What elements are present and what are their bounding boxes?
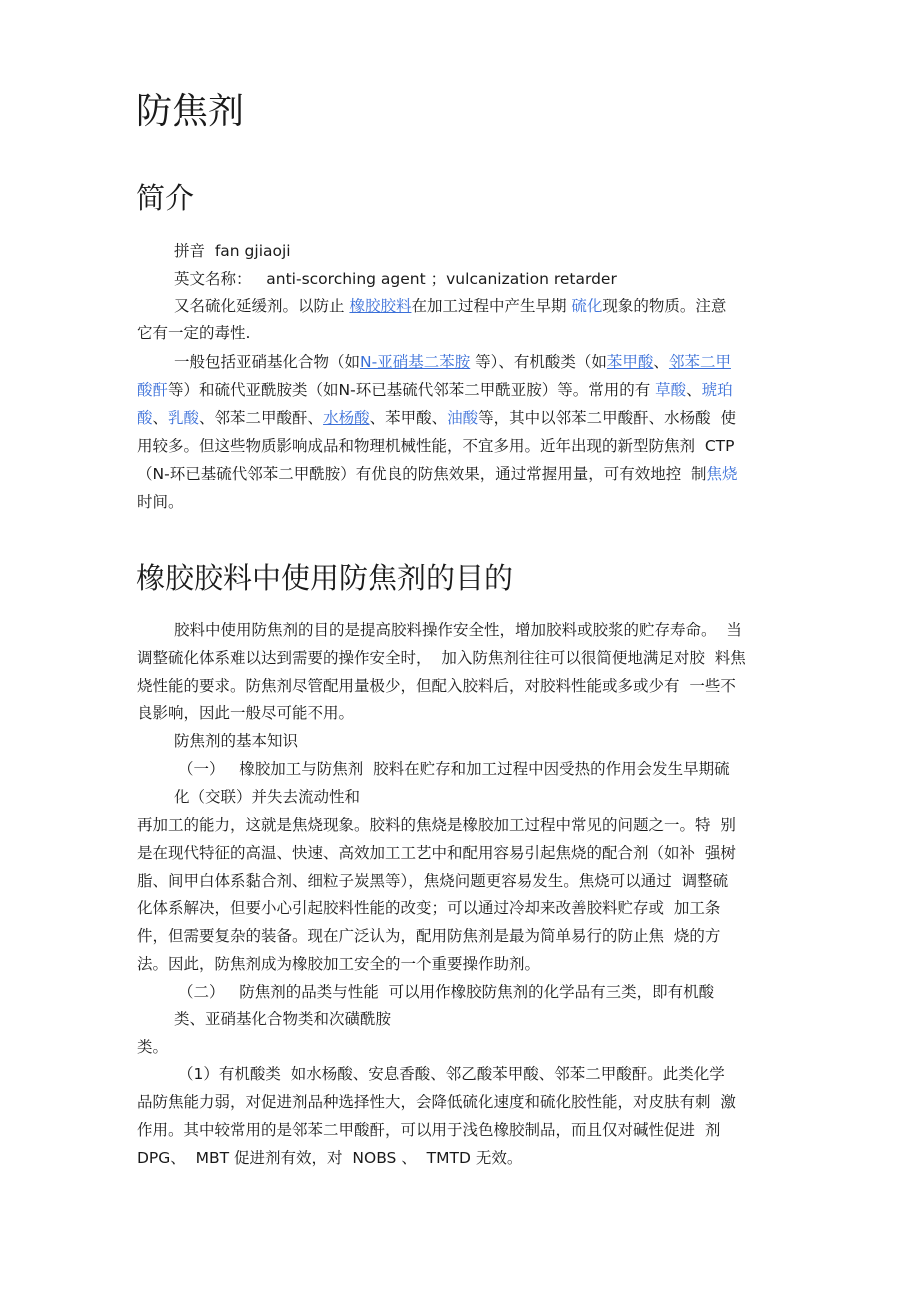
body-line: 化体系解决，但要小心引起胶料性能的改变；可以通过冷却来改善胶料贮存或 加工条 bbox=[137, 899, 721, 917]
link-phthalic-anhydride-cont[interactable]: 酸酐 bbox=[137, 381, 169, 399]
link-n-nitrosodiphenylamine[interactable]: N-亚硝基二苯胺 bbox=[360, 353, 471, 371]
text: 、苯甲酸、 bbox=[369, 409, 448, 427]
link-salicylic-acid[interactable]: 水杨酸 bbox=[323, 409, 370, 427]
text: 等）、有机酸类（如 bbox=[470, 353, 607, 371]
text: 、 bbox=[686, 381, 702, 399]
body-line: 胶料中使用防焦剂的目的是提高胶料操作安全性，增加胶料或胶浆的贮存寿命。 当 bbox=[174, 621, 742, 639]
body-line: 化（交联）并失去流动性和 bbox=[174, 788, 361, 806]
body-line: 类、亚硝基化合物类和次磺酰胺 bbox=[174, 1010, 392, 1028]
intro-line: 它有一定的毒性. bbox=[137, 324, 251, 342]
body-line: 是在现代特征的高温、快速、高效加工工艺中和配用容易引起焦烧的配合剂（如补 强树 bbox=[137, 844, 736, 862]
link-lactic-acid[interactable]: 乳酸 bbox=[168, 409, 200, 427]
link-benzoic-acid[interactable]: 苯甲酸 bbox=[606, 353, 654, 371]
body-line: 烧性能的要求。防焦剂尽管配用量极少，但配入胶料后，对胶料性能或多或少有 一些不 bbox=[137, 677, 736, 695]
body-line: 品防焦能力弱，对促进剂品种选择性大，会降低硫化速度和硫化胶性能，对皮肤有刺 激 bbox=[137, 1093, 736, 1111]
text: 、邻苯二甲酸酐、 bbox=[199, 409, 324, 427]
body-line: 法。因此，防焦剂成为橡胶加工安全的一个重要操作助剂。 bbox=[137, 955, 541, 973]
text: 等，其中以邻苯二甲酸酐、水杨酸 使 bbox=[478, 409, 736, 427]
text: （N-环已基硫代邻苯二甲酰胺）有优良的防焦效果，通过常握用量，可有效地控 制 bbox=[137, 465, 707, 483]
link-rubber-compound[interactable]: 橡胶胶料 bbox=[349, 297, 412, 315]
link-oxalic-acid[interactable]: 草酸 bbox=[655, 381, 687, 399]
body-line: 作用。其中较常用的是邻苯二甲酸酐，可以用于浅色橡胶制品，而且仅对碱性促进 剂 bbox=[137, 1121, 721, 1139]
intro-line bbox=[174, 296, 726, 316]
link-succinic-acid-cont[interactable]: 酸 bbox=[137, 409, 153, 427]
text: 、 bbox=[653, 353, 669, 371]
text: 一般包括亚硝基化合物（如 bbox=[174, 353, 361, 371]
body-line: 再加工的能力，这就是焦烧现象。胶料的焦烧是橡胶加工过程中常见的问题之一。特 别 bbox=[137, 816, 736, 834]
body-line: 脂、间甲白体系黏合剂、细粒子炭黑等），焦烧问题更容易发生。焦烧可以通过 调整硫 bbox=[137, 872, 729, 890]
body-line: （1）有机酸类 如水杨酸、安息香酸、邻乙酸苯甲酸、邻苯二甲酸酐。此类化学 bbox=[178, 1065, 725, 1083]
subheading-basics: 防焦剂的基本知识 bbox=[174, 732, 299, 750]
english-name-line: 英文名称： anti-scorching agent ；vulcanization retarder bbox=[174, 270, 617, 288]
intro-line bbox=[174, 352, 731, 372]
link-succinic-acid[interactable]: 琥珀 bbox=[701, 381, 733, 399]
text: 、 bbox=[152, 409, 169, 427]
section-heading-purpose: 橡胶胶料中使用防焦剂的目的 bbox=[136, 561, 514, 595]
link-scorch[interactable]: 焦烧 bbox=[706, 465, 738, 483]
intro-line bbox=[137, 380, 733, 400]
body-line: （二） 防焦剂的品类与性能 可以用作橡胶防焦剂的化学品有三类，即有机酸 bbox=[178, 983, 715, 1001]
body-line: （一） 橡胶加工与防焦剂 胶料在贮存和加工过程中因受热的作用会发生早期硫 bbox=[178, 760, 730, 778]
body-line: 调整硫化体系难以达到需要的操作安全时， 加入防焦剂往往可以很简便地满足对胶 料焦 bbox=[137, 649, 746, 667]
intro-line: 时间。 bbox=[137, 493, 184, 511]
body-line: DPG、 MBT 促进剂有效，对 NOBS 、 TMTD 无效。 bbox=[137, 1149, 523, 1167]
intro-line bbox=[137, 464, 738, 484]
text: 在加工过程中产生早期 bbox=[411, 297, 572, 315]
link-vulcanization[interactable]: 硫化 bbox=[571, 297, 603, 315]
intro-line bbox=[137, 408, 736, 428]
text: 等）和硫代亚酰胺类（如N-环已基硫代邻苯二甲酰亚胺）等。常用的有 bbox=[168, 381, 656, 399]
text: 现象的物质。注意 bbox=[602, 297, 727, 315]
body-line: 类。 bbox=[137, 1038, 169, 1056]
intro-line: 用较多。但这些物质影响成品和物理机械性能，不宜多用。近年出现的新型防焦剂 CTP bbox=[137, 437, 735, 455]
link-oleic-acid[interactable]: 油酸 bbox=[447, 409, 479, 427]
link-phthalic-anhydride[interactable]: 邻苯二甲 bbox=[668, 353, 731, 371]
page-title: 防焦剂 bbox=[136, 91, 245, 132]
pinyin-line: 拼音 fan gjiaoji bbox=[174, 242, 291, 260]
section-heading-intro: 简介 bbox=[136, 181, 195, 215]
text: 又名硫化延缓剂。以防止 bbox=[174, 297, 350, 315]
body-line: 件，但需要复杂的装备。现在广泛认为，配用防焦剂是最为简单易行的防止焦 烧的方 bbox=[137, 927, 721, 945]
body-line: 良影响，因此一般尽可能不用。 bbox=[137, 704, 355, 722]
